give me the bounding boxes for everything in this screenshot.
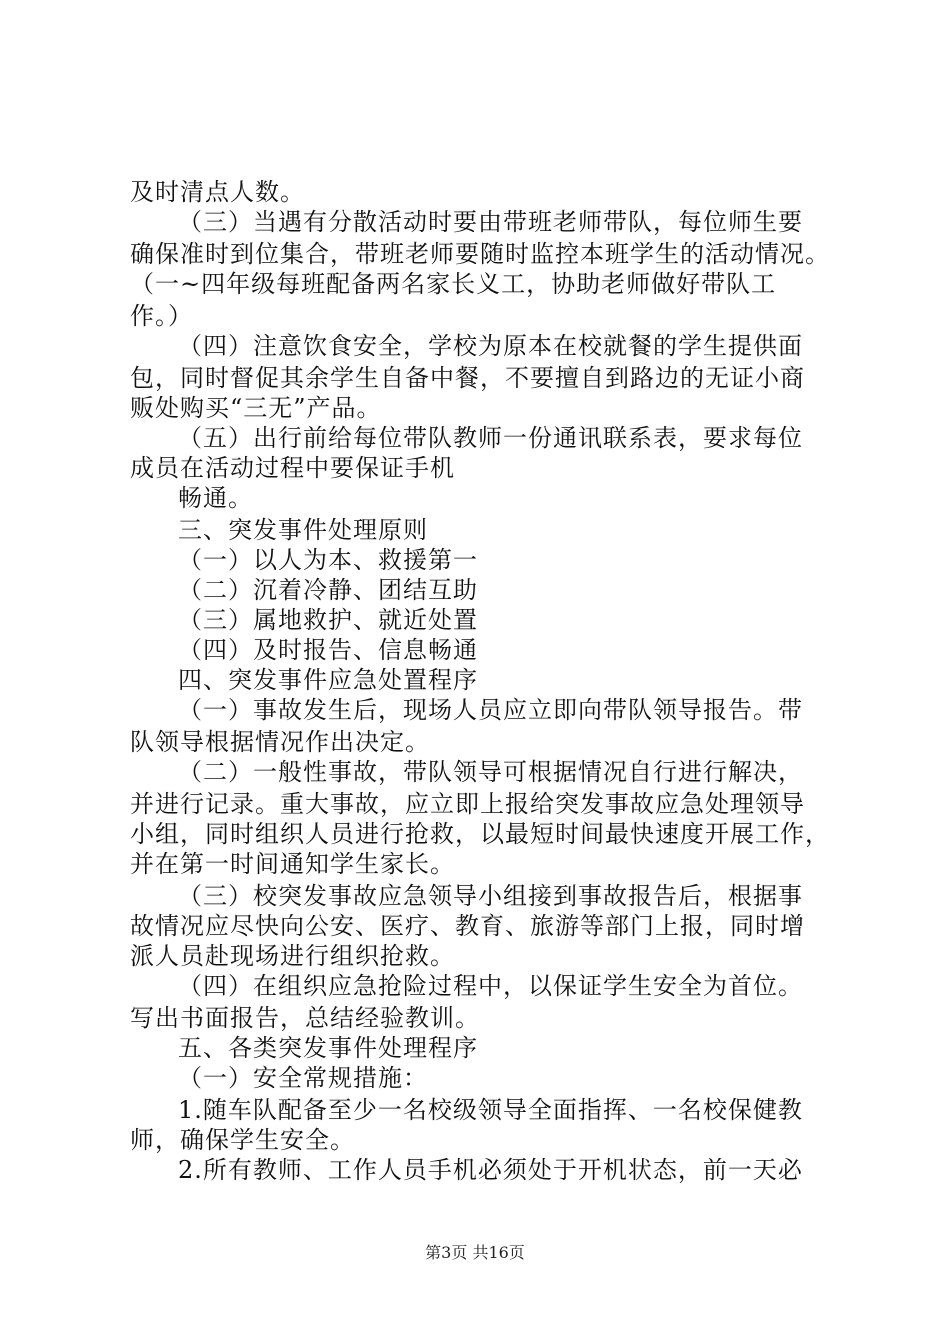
text-line: （四）注意饮食安全，学校为原本在校就餐的学生提供面 <box>178 332 803 360</box>
text-line: 故情况应尽快向公安、医疗、教育、旅游等部门上报，同时增 <box>130 912 805 940</box>
text-line: 作。） <box>130 302 193 330</box>
text-line: 师，确保学生安全。 <box>130 1126 355 1154</box>
text-line: （三）当遇有分散活动时要由带班老师带队，每位师生要 <box>178 208 803 236</box>
section-heading: 四、突发事件应急处置程序 <box>178 666 478 694</box>
list-item: （一）安全常规措施： <box>178 1064 428 1092</box>
list-item: （二）沉着冷静、团结互助 <box>178 576 478 604</box>
text-line: 小组，同时组织人员进行抢救，以最短时间最快速度开展工作， <box>130 820 830 848</box>
text-line: 1.随车队配备至少一名校级领导全面指挥、一名校保健教 <box>178 1096 803 1124</box>
text-line: 队领导根据情况作出决定。 <box>130 728 430 756</box>
section-heading: 三、突发事件处理原则 <box>178 516 428 544</box>
text-line: 写出书面报告，总结经验教训。 <box>130 1004 480 1032</box>
text-line: 贩处购买“三无”产品。 <box>130 394 382 422</box>
text-line: 并进行记录。重大事故，应立即上报给突发事故应急处理领导 <box>130 790 805 818</box>
list-item: （一）以人为本、救援第一 <box>178 546 478 574</box>
text-line: （一）事故发生后，现场人员应立即向带队领导报告。带 <box>178 696 803 724</box>
text-line: （一~四年级每班配备两名家长义工，协助老师做好带队工 <box>130 270 777 298</box>
text-line: 成员在活动过程中要保证手机 <box>130 454 455 482</box>
text-line: 确保准时到位集合，带班老师要随时监控本班学生的活动情况。 <box>130 240 830 268</box>
text-line: （二）一般性事故，带队领导可根据情况自行进行解决， <box>178 758 803 786</box>
section-heading: 五、各类突发事件处理程序 <box>178 1034 478 1062</box>
text-line: （四）在组织应急抢险过程中，以保证学生安全为首位。 <box>178 972 803 1000</box>
text-line: （五）出行前给每位带队教师一份通讯联系表，要求每位 <box>178 424 803 452</box>
text-line: （三）校突发事故应急领导小组接到事故报告后，根据事 <box>178 882 803 910</box>
text-line: 并在第一时间通知学生家长。 <box>130 850 455 878</box>
page-footer: 第3页 共16页 <box>425 1243 525 1262</box>
text-line: 畅通。 <box>178 484 253 512</box>
text-line: 2.所有教师、工作人员手机必须处于开机状态，前一天必 <box>178 1156 803 1184</box>
text-line: 派人员赴现场进行组织抢救。 <box>130 942 455 970</box>
text-line: 及时清点人数。 <box>130 178 305 206</box>
list-item: （三）属地救护、就近处置 <box>178 606 478 634</box>
list-item: （四）及时报告、信息畅通 <box>178 636 478 664</box>
text-line: 包，同时督促其余学生自备中餐，不要擅自到路边的无证小商 <box>130 364 805 392</box>
